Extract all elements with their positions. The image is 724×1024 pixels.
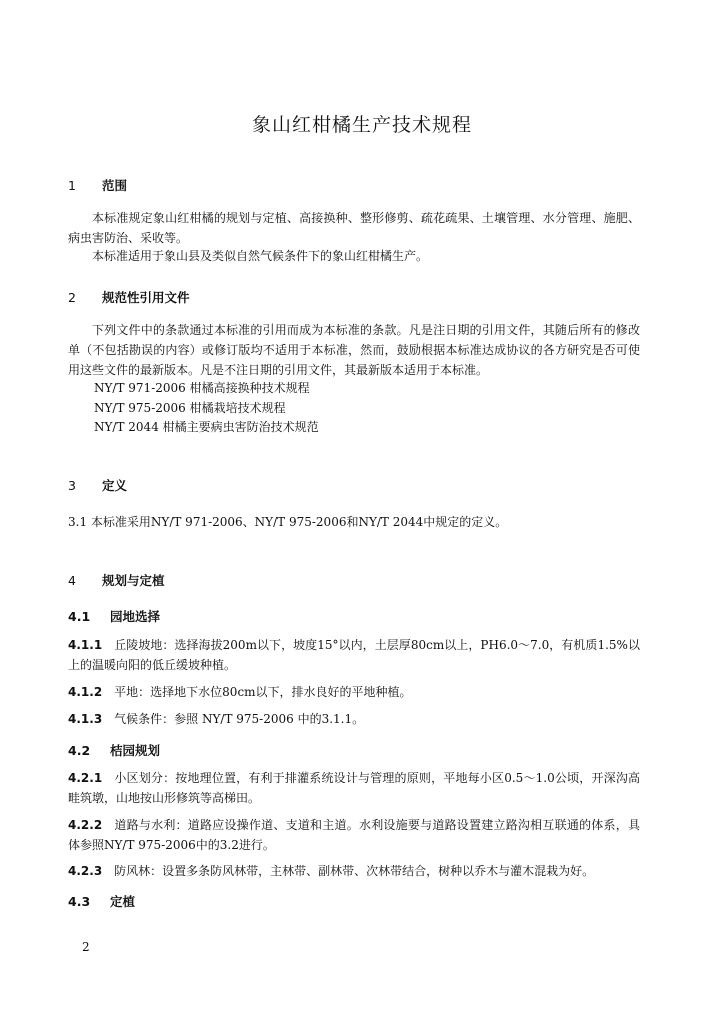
subsection-4-1-title: 园地选择	[110, 609, 161, 624]
section-3-title: 定义	[102, 478, 128, 493]
clause-text: 小区划分：按地理位置，有利于排灌系统设计与管理的原则，平地每小区0.5～1.0公顷，开深沟高畦筑墩，山地按山形修筑等高梯田。	[68, 771, 640, 805]
subsection-4-1-heading	[68, 607, 160, 625]
reference-item: NY/T 2044 柑橘主要病虫害防治技术规范	[94, 420, 319, 434]
subsection-4-2-number: 4.2	[68, 743, 91, 758]
section-4-heading	[68, 571, 165, 589]
clause-text: 防风林：设置多条防风林带，主林带、副林带、次林带结合，树种以乔木与灌木混栽为好。	[114, 864, 595, 878]
subsection-4-1-number: 4.1	[68, 609, 91, 624]
section-4-title: 规划与定植	[102, 573, 165, 588]
section-3-number: 3	[68, 478, 76, 493]
section-3-paragraph-1: 3.1 本标准采用NY/T 971-2006、NY/T 975-2006和NY/T 2044中规定的定义。	[68, 515, 508, 529]
clause-4-2-1	[68, 768, 640, 808]
clause-number: 4.1.1	[68, 638, 103, 652]
clause-number: 4.2.2	[68, 818, 103, 832]
page-number: 2	[82, 940, 90, 954]
clause-number: 4.1.3	[68, 712, 103, 726]
section-4-number: 4	[68, 573, 76, 588]
clause-text: 平地：选择地下水位80cm以下，排水良好的平地种植。	[114, 685, 412, 699]
clause-4-1-3	[68, 709, 640, 729]
clause-number: 4.1.2	[68, 685, 103, 699]
section-2-heading	[68, 288, 190, 306]
clause-4-2-3	[68, 861, 640, 881]
section-1-paragraph-1: 本标准规定象山红柑橘的规划与定植、高接换种、整形修剪、疏花疏果、土壤管理、水分管理、施肥、病虫害防治、采收等。	[68, 211, 640, 245]
clause-number: 4.2.3	[68, 864, 103, 878]
clause-text: 道路与水利：道路应设操作道、支道和主道。水利设施要与道路设置建立路沟相互联通的体系，具体参照NY/T 975-2006中的3.2进行。	[68, 818, 640, 852]
clause-4-1-1	[68, 635, 640, 675]
section-2-paragraph-1: 下列文件中的条款通过本标准的引用而成为本标准的条款。凡是注日期的引用文件，其随后所有的修改单（不包括勘误的内容）或修订版均不适用于本标准，然而，鼓励根据本标准达成协议的各方研究是否可使用这些文件的最新版本。凡是不注日期的引用文件，其最新版本适用于本标准。	[68, 323, 640, 377]
section-1-number: 1	[68, 178, 76, 193]
section-2-number: 2	[68, 290, 76, 305]
section-2-title: 规范性引用文件	[102, 290, 190, 305]
clause-text: 气候条件：参照 NY/T 975-2006 中的3.1.1。	[114, 712, 365, 726]
clause-4-1-2	[68, 682, 640, 702]
subsection-4-2-heading	[68, 741, 160, 759]
section-1-paragraph-2: 本标准适用于象山县及类似自然气候条件下的象山红柑橘生产。	[92, 249, 429, 263]
subsection-4-3-title: 定植	[110, 894, 136, 909]
reference-item: NY/T 975-2006 柑橘栽培技术规程	[94, 401, 286, 415]
reference-item: NY/T 971-2006 柑橘高接换种技术规程	[94, 381, 310, 395]
subsection-4-3-heading	[68, 892, 135, 910]
clause-4-2-2	[68, 815, 640, 855]
document-title: 象山红柑橘生产技术规程	[251, 114, 472, 136]
clause-text: 丘陵坡地：选择海拔200m以下，坡度15°以内，土层厚80cm以上，PH6.0～7.0，有机质1.5%以上的温暖向阳的低丘缓坡种植。	[68, 638, 640, 672]
section-1-title: 范围	[102, 178, 128, 193]
subsection-4-3-number: 4.3	[68, 894, 91, 909]
subsection-4-2-title: 桔园规划	[110, 743, 161, 758]
section-3-heading	[68, 476, 127, 494]
section-1-heading	[68, 176, 127, 194]
clause-number: 4.2.1	[68, 771, 103, 785]
